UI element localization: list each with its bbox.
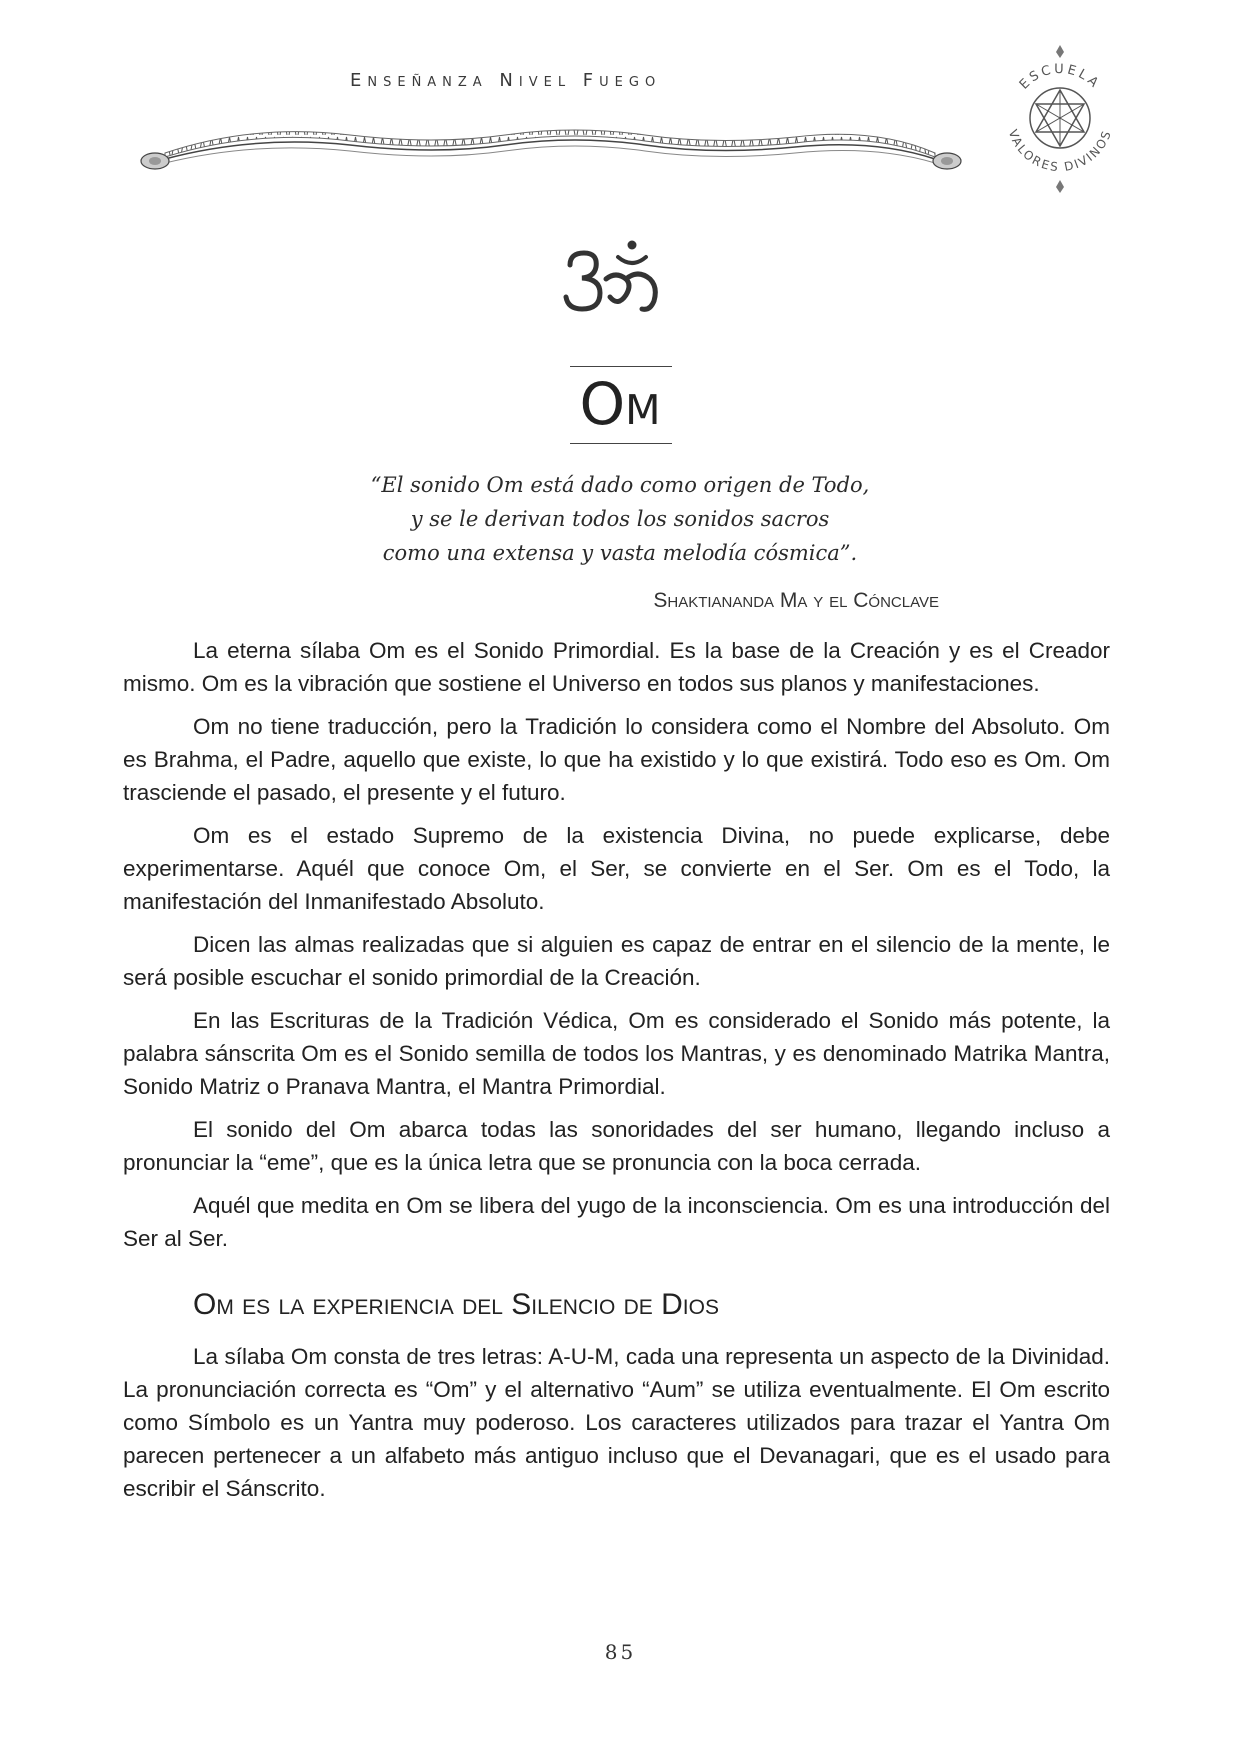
section-heading: Om es la experiencia del Silencio de Dios	[193, 1288, 719, 1321]
title-rule-top	[570, 366, 672, 367]
quote-author: Shaktiananda Ma y el Cónclave	[653, 589, 939, 612]
paragraph: Aquél que medita en Om se libera del yugo de la inconsciencia. Om es una introducción del Ser al Ser.	[123, 1193, 1110, 1251]
paragraph: La eterna sílaba Om es el Sonido Primordial. Es la base de la Creación y es el Creador mismo. Om es la vibración que sostiene el Universo en todos sus planos y manifestaciones.	[123, 638, 1110, 696]
quote-line: “El sonido Om está dado como origen de Todo,	[370, 473, 870, 497]
svg-text:ESCUELA: ESCUELA	[1016, 61, 1104, 93]
paragraph: Om no tiene traducción, pero la Tradición lo considera como el Nombre del Absoluto. Om es Brahma, el Padre, aquello que existe, lo que ha existido y lo que existirá. Todo eso es Om. Om trasciende el pasado, el presente y el futuro.	[123, 714, 1110, 805]
section-body	[123, 1340, 1110, 1515]
quote-line: como una extensa y vasta melodía cósmica”.	[382, 541, 858, 565]
header-title: Enseñanza Nivel Fuego	[350, 70, 662, 91]
quote-line: y se le derivan todos los sonidos sacros	[410, 507, 830, 531]
left-flower-icon	[141, 153, 169, 169]
page-title: Om	[579, 370, 661, 438]
paragraph: La sílaba Om consta de tres letras: A-U-M, cada una representa un aspecto de la Divinidad. La pronunciación correcta es “Om” y el alternativo “Aum” se utiliza eventualmente. El Om escrito como Símbolo es un Yantra muy poderoso. Los caracteres utilizados para trazar el Yantra Om parecen pertenecer a un alfabeto más antiguo incluso que el Devanagari, que es el usado para escribir el Sánscrito.	[123, 1344, 1110, 1501]
decorative-ornament-band	[135, 115, 965, 185]
main-body	[123, 634, 1110, 1265]
om-symbol-icon	[560, 235, 670, 315]
svg-text:VALORES DIVINOS: VALORES DIVINOS	[1005, 127, 1115, 175]
title-rule-bottom	[570, 443, 672, 444]
paragraph: En las Escrituras de la Tradición Védica, Om es considerado el Sonido más potente, la palabra sánscrita Om es el Sonido semilla de todos los Mantras, y es denominado Matrika Mantra, Sonido Matriz o Pranava Mantra, el Mantra Primordial.	[123, 1008, 1110, 1099]
right-flower-icon	[933, 153, 961, 169]
school-logo	[985, 40, 1135, 195]
paragraph: Dicen las almas realizadas que si alguien es capaz de entrar en el silencio de la mente, le será posible escuchar el sonido primordial de la Creación.	[123, 932, 1110, 990]
paragraph: Om es el estado Supremo de la existencia Divina, no puede explicarse, debe experimentarse. Aquél que conoce Om, el Ser, se convierte en el Ser. Om es el Todo, la manifestación del Inmanifestado Absoluto.	[123, 823, 1110, 914]
paragraph: El sonido del Om abarca todas las sonoridades del ser humano, llegando incluso a pronunciar la “eme”, que es la única letra que se pronuncia con la boca cerrada.	[123, 1117, 1110, 1175]
page-number: 85	[604, 1640, 637, 1664]
epigraph-quote	[300, 468, 940, 570]
